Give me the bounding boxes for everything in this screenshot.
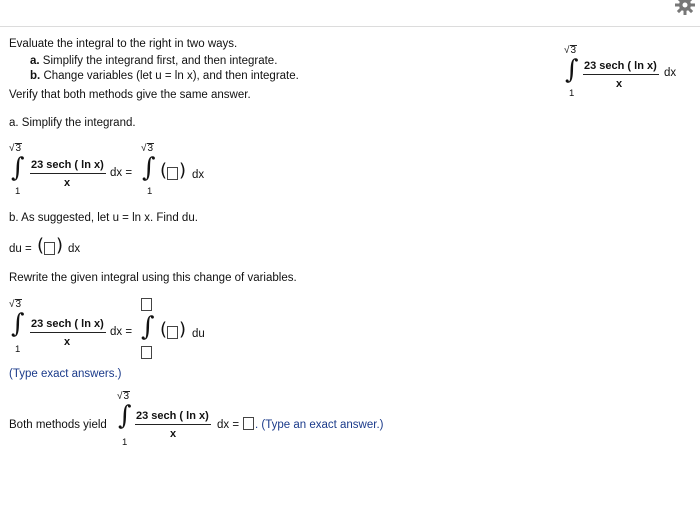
a-rhs-dx: dx — [192, 169, 205, 181]
a-integrand-input[interactable] — [167, 167, 178, 180]
given-lower-limit: 1 — [569, 88, 575, 99]
du-label: du = — [9, 243, 32, 255]
du-open-paren: ( — [37, 235, 45, 256]
b-upper-limit: √3 — [9, 299, 22, 310]
b-numerator: 23 sech ( ln x) — [31, 318, 104, 330]
a-numerator: 23 sech ( ln x) — [31, 159, 104, 171]
a-rhs-upper-limit: √3 — [141, 143, 154, 154]
a-lower-limit: 1 — [15, 186, 21, 197]
a-rhs-lower-limit: 1 — [147, 186, 153, 197]
given-numerator: 23 sech ( ln x) — [584, 60, 657, 72]
a-integral-sign: ∫ — [11, 153, 25, 183]
du-input[interactable] — [44, 242, 55, 255]
instruction-text: Evaluate the integral to the right in two ways. — [9, 38, 238, 50]
final-integral-sign: ∫ — [118, 401, 132, 431]
b-lower-limit-input[interactable] — [141, 346, 152, 359]
b-open-paren: ( — [160, 319, 168, 340]
type-exact-answers-hint: (Type exact answers.) — [9, 368, 122, 380]
a-denominator: x — [64, 177, 71, 189]
gear-icon[interactable] — [674, 0, 696, 16]
a-fraction-bar — [30, 173, 106, 174]
final-lower-limit: 1 — [122, 437, 128, 448]
final-denominator: x — [170, 428, 177, 440]
final-label: Both methods yield — [9, 419, 107, 431]
given-denominator: x — [616, 78, 623, 90]
b-integral-sign: ∫ — [11, 309, 25, 339]
final-exact-hint: . (Type an exact answer.) — [255, 419, 384, 431]
final-numerator: 23 sech ( ln x) — [136, 410, 209, 422]
a-upper-limit: √3 — [9, 143, 22, 154]
part-b-text: Change variables (let u = ln x), and then integrate. — [43, 70, 299, 82]
final-upper-limit: √3 — [117, 391, 130, 402]
b-du: du — [192, 328, 205, 340]
final-answer-input[interactable] — [243, 417, 254, 430]
b-rhs-integral-sign: ∫ — [141, 312, 155, 342]
b-close-paren: ) — [179, 319, 187, 340]
header-divider — [0, 26, 700, 27]
b-fraction-bar — [30, 332, 106, 333]
given-integral-sign: ∫ — [565, 55, 579, 85]
section-a-title: a. Simplify the integrand. — [9, 117, 136, 129]
section-b-title: b. As suggested, let u = ln x. Find du. — [9, 212, 198, 224]
final-dx-equals: dx = — [217, 419, 240, 431]
final-fraction-bar — [135, 424, 211, 425]
rewrite-text: Rewrite the given integral using this change of variables. — [9, 272, 297, 284]
b-dx-equals: dx = — [110, 326, 133, 338]
verify-text: Verify that both methods give the same answer. — [9, 89, 251, 101]
part-b-label: b. — [30, 70, 41, 82]
du-close-paren: ) — [56, 235, 64, 256]
part-a-label: a. — [30, 55, 40, 67]
given-upper-limit: √3 — [564, 45, 577, 56]
a-open-paren: ( — [160, 160, 168, 181]
a-close-paren: ) — [179, 160, 187, 181]
given-dx: dx — [664, 67, 677, 79]
given-fraction-bar — [583, 74, 659, 75]
b-lower-limit: 1 — [15, 344, 21, 355]
b-denominator: x — [64, 336, 71, 348]
part-b-instruction — [30, 70, 299, 82]
a-dx-equals: dx = — [110, 167, 133, 179]
part-a-text: Simplify the integrand first, and then integrate. — [42, 55, 278, 67]
a-rhs-integral-sign: ∫ — [142, 153, 156, 183]
b-integrand-input[interactable] — [167, 326, 178, 339]
part-a-instruction — [30, 55, 277, 67]
b-upper-limit-input[interactable] — [141, 298, 152, 311]
du-dx: dx — [68, 243, 81, 255]
